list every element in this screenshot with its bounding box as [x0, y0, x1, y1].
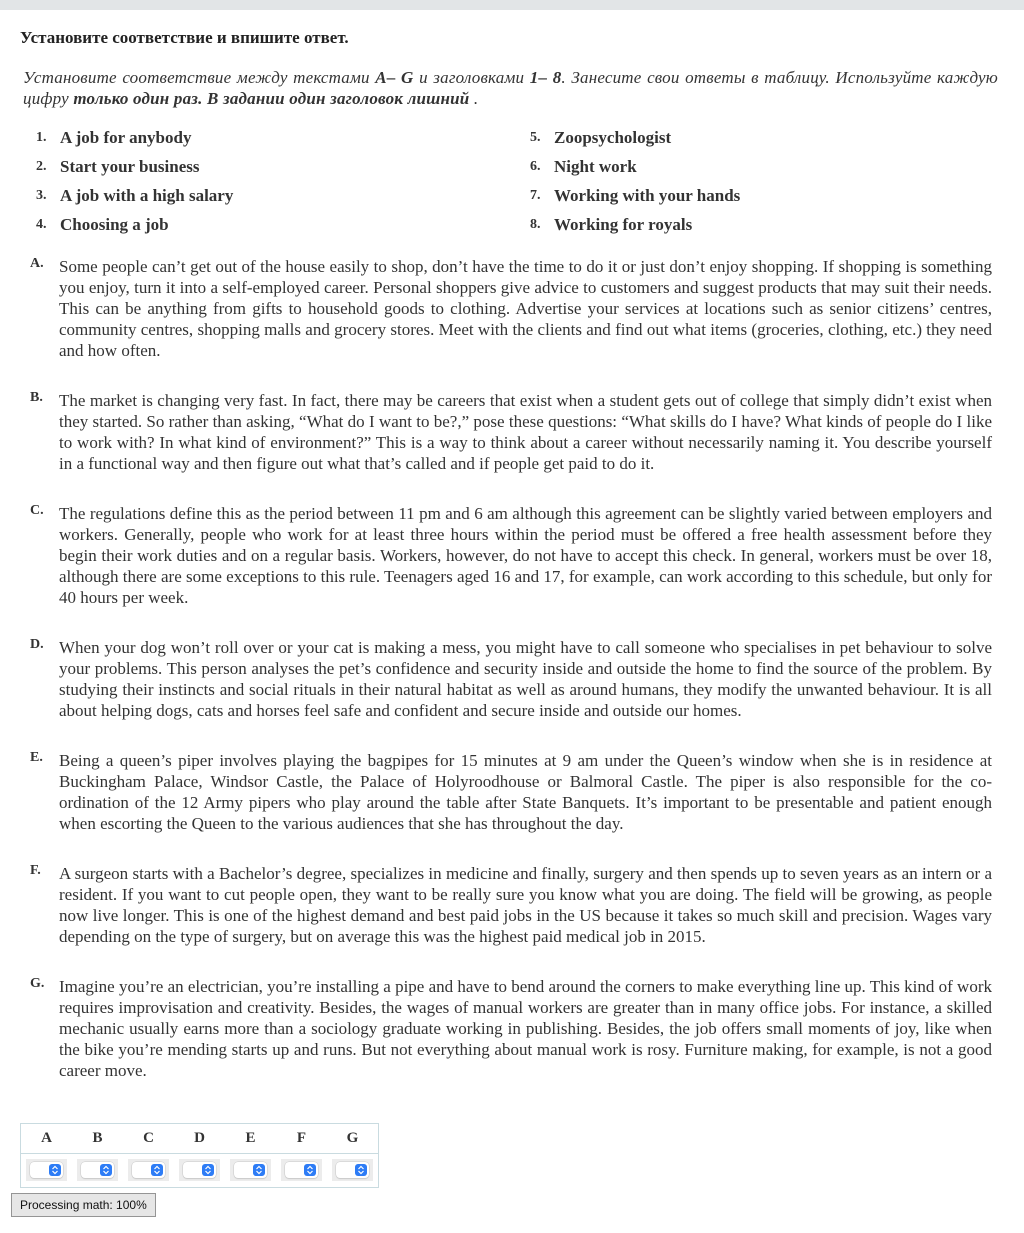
heading-item — [36, 215, 169, 235]
heading-number: 2. — [36, 159, 47, 174]
column-header: E — [245, 1130, 256, 1146]
instruction-part1: Установите соответствие между текстами — [23, 68, 376, 87]
text-letter: E. — [30, 750, 43, 765]
column-header: B — [92, 1130, 103, 1146]
heading-item — [36, 128, 191, 148]
instruction-bold-tail: только один раз. В задании один заголовок лишний — [73, 89, 470, 108]
heading-label: A job for anybody — [60, 128, 192, 147]
top-bar — [0, 0, 1024, 10]
text-body: The market is changing very fast. In fact, there may be careers that exist when a student gets out of college that simply didn’t exist when they started. So rather than asking, “What do I want to be?,” pose these questions: “What skills do I have? What kinds of people do I like to work with? In what kind of environment?” This is a way to think about a career without necessarily naming it. You describe yourself in a functional way and then figure out what that’s called and if people get paid to do it. — [59, 391, 992, 473]
heading-item — [36, 186, 233, 206]
answer-select-c[interactable] — [132, 1162, 165, 1178]
answer-cell — [230, 1159, 271, 1181]
text-body: Some people can’t get out of the house easily to shop, don’t have the time to do it or just don’t enjoy shopping. If shopping is something you enjoy, turn it into a self-employed career. Personal shoppers give advice to customers and suggest products that may suit their needs. This can be anything from gifts to household goods to clothing. Advertise your services at locations such as senior citizens’ centres, community centres, shopping malls and grocery stores. Meet with the clients and find out what items (groceries, clothing, etc.) they need and how often. — [59, 257, 992, 360]
heading-item — [530, 215, 692, 235]
text-body: Being a queen’s piper involves playing the bagpipes for 15 minutes at 9 am under the Queen’s window when she is in residence at Buckingham Palace, Windsor Castle, the Palace of Holyroodhouse or Balmoral Castle. The piper is also responsible for the co-ordination of the 12 Army pipers who play around the table after State Banquets. It’s important to be presentable and patient enough when escorting the Queen to the various audiences that she has throughout the day. — [59, 751, 992, 833]
heading-number: 3. — [36, 188, 47, 203]
select-arrows-icon — [49, 1164, 61, 1176]
answer-select-d[interactable] — [183, 1162, 216, 1178]
column-header: C — [143, 1130, 154, 1146]
heading-label: A job with a high salary — [60, 186, 234, 205]
column-header: A — [41, 1130, 52, 1146]
heading-number: 6. — [530, 159, 541, 174]
answer-select-e[interactable] — [234, 1162, 267, 1178]
heading-label: Working with your hands — [554, 186, 741, 205]
answer-cell — [281, 1159, 322, 1181]
processing-math-status: Processing math: 100% — [11, 1193, 156, 1217]
answer-cell — [179, 1159, 220, 1181]
answer-select-a[interactable] — [30, 1162, 63, 1178]
heading-number: 1. — [36, 130, 47, 145]
answer-select-b[interactable] — [81, 1162, 114, 1178]
answer-table-header — [21, 1124, 378, 1154]
instruction-range-texts: A– G — [375, 68, 414, 87]
column-header: D — [194, 1130, 205, 1146]
task-instruction — [23, 67, 998, 109]
select-arrows-icon — [100, 1164, 112, 1176]
answer-cell — [128, 1159, 169, 1181]
heading-label: Start your business — [60, 157, 200, 176]
answer-cell — [332, 1159, 373, 1181]
answer-row — [21, 1154, 378, 1187]
text-letter: A. — [30, 256, 44, 271]
task-title: Установите соответствие и впишите ответ. — [20, 28, 349, 47]
instruction-end: . — [469, 89, 479, 108]
text-letter: F. — [30, 863, 41, 878]
select-arrows-icon — [151, 1164, 163, 1176]
answer-cell — [26, 1159, 67, 1181]
text-body: The regulations define this as the period between 11 pm and 6 am although this agreement can be slightly varied between employers and workers. Generally, people who work for at least three hours within the period must be offered a free health assessment before they begin their work duties and on a regular basis. Workers, however, do not have to accept this check. In general, workers must be over 18, although there are some exceptions to this rule. Teenagers aged 16 and 17, for example, can work according to this schedule, but only for 40 hours per week. — [59, 504, 992, 607]
answer-select-f[interactable] — [285, 1162, 318, 1178]
instruction-part2: и заголовками — [413, 68, 530, 87]
heading-item — [530, 157, 637, 177]
answer-select-g[interactable] — [336, 1162, 369, 1178]
heading-item — [530, 128, 671, 148]
heading-label: Working for royals — [554, 215, 693, 234]
select-arrows-icon — [202, 1164, 214, 1176]
heading-number: 7. — [530, 188, 541, 203]
heading-item — [530, 186, 740, 206]
instruction-range-headings: 1– 8 — [529, 68, 562, 87]
text-body: When your dog won’t roll over or your cat is making a mess, you might have to call someone who specialises in pet behaviour to solve your problems. This person analyses the pet’s confidence and security inside and outside the home to find the source of the problem. By studying their instincts and social rituals in their natural habitat as well as around humans, they modify the unwanted behaviour. It is all about helping dogs, cats and horses feel safe and confident and secure inside and outside our homes. — [59, 638, 992, 720]
heading-label: Night work — [554, 157, 637, 176]
text-body: Imagine you’re an electrician, you’re installing a pipe and have to bend around the corners to make everything line up. This kind of work requires improvisation and creativity. Besides, the wages of manual workers are greater than in many office jobs. For instance, a skilled mechanic usually earns more than a sociology graduate working in publishing. Besides, the job offers small moments of joy, like when the bike you’re mending starts up and runs. But not everything about manual work is rosy. Furniture making, for example, is not a good career move. — [59, 977, 992, 1080]
column-header: F — [296, 1130, 307, 1146]
text-letter: B. — [30, 390, 43, 405]
heading-label: Zoopsychologist — [554, 128, 672, 147]
select-arrows-icon — [253, 1164, 265, 1176]
text-letter: G. — [30, 976, 45, 991]
text-letter: C. — [30, 503, 44, 518]
instruction-part3: . Занесите свои ответы в таблицу. Используйте каждую цифру — [23, 68, 998, 108]
heading-number: 5. — [530, 130, 541, 145]
text-letter: D. — [30, 637, 44, 652]
select-arrows-icon — [304, 1164, 316, 1176]
heading-item — [36, 157, 200, 177]
heading-number: 4. — [36, 217, 47, 232]
column-header: G — [346, 1130, 359, 1146]
answer-cell — [77, 1159, 118, 1181]
text-body: A surgeon starts with a Bachelor’s degree, specializes in medicine and finally, surgery and then spends up to seven years as an intern or a resident. If you want to cut people open, they want to be really sure you know what you are doing. The field will be growing, as people now live longer. This is one of the highest demand and best paid jobs in the US because it takes so much skill and precision. Wages vary depending on the type of surgery, but on average this was the highest paid medical job in 2015. — [59, 864, 992, 946]
heading-number: 8. — [530, 217, 541, 232]
answer-table — [20, 1123, 379, 1188]
heading-label: Choosing a job — [60, 215, 169, 234]
select-arrows-icon — [355, 1164, 367, 1176]
